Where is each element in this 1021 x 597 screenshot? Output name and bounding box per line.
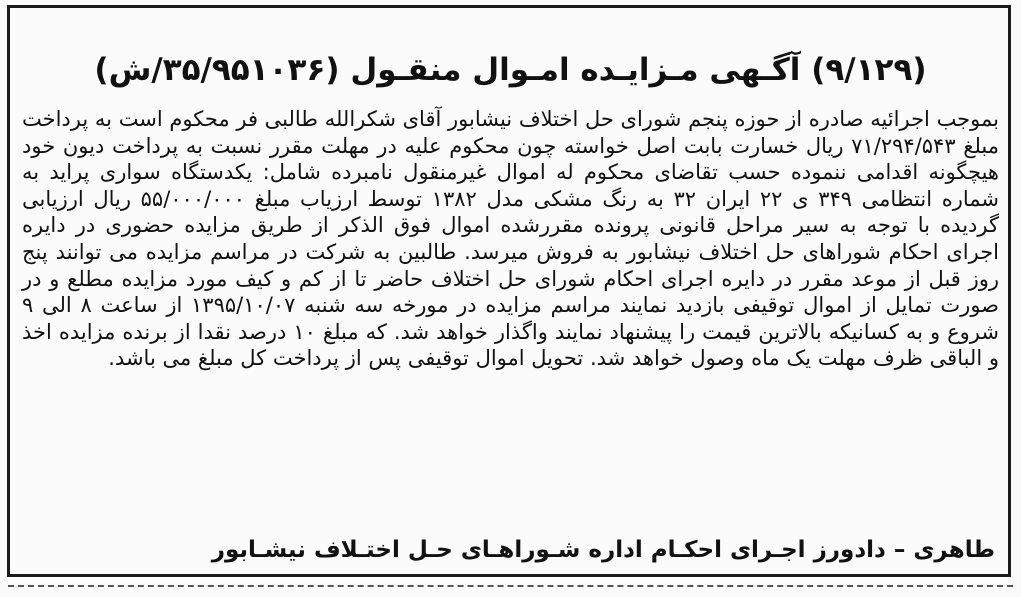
notice-body: بموجب اجرائیه صادره از حوزه پنجم شورای حل اختلاف نیشابور آقای شکرالله طالبی فر محکوم است به پرداخت مبلغ ۷۱/۲۹۴/۵۴۳ ریال خسارت بابت اصل خواسته چون محکوم علیه در مهلت مقرر نسبت به پرداخت دیون خود هیچگونه اقدامی ننموده حسب تقاضای محکوم له اموال غیرمنقول نامبرده شامل: یکدستگاه سواری پراید به شماره انتظامی ۳۴۹ ی ۲۲ ایران ۳۲ به رنگ مشکی مدل ۱۳۸۲ توسط ارزیاب مبلغ ۵۵/۰۰۰/۰۰۰ ریال ارزیابی گردیده با توجه به سیر مراحل قانونی پرونده مقررشده اموال فوق الذکر از طریق مزایده حضوری در دایره اجرای احکام شوراهای حل اختلاف نیشابور به فروش میرسد. طالبین به شرکت در مراسم مزایده می توانند پنج روز قبل از موعد مقرر در دایره اجرای احکام شورای حل اختلاف حاضر تا از کم و کیف مورد مزایده مطلع و در صورت تمایل از اموال توقیفی بازدید نمایند مراسم مزایده در مورخه سه شنبه ۱۳۹۵/۱۰/۰۷ از ساعت ۸ الی ۹ شروع و به کسانیکه بالاترین قیمت را پیشنهاد نمایند واگذار خواهد شد. که مبلغ ۱۰ درصد نقدا از برنده مزایده اخذ و الباقی ظرف مهلت یک ماه وصول خواهد شد. تحویل اموال توقیفی پس از پرداخت کل مبلغ می باشد. <box>22 107 999 371</box>
dashed-divider <box>8 585 1013 587</box>
notice-signature: طاهری – دادورز اجـرای احکـام اداره شـوراهـای حـل اختـلاف نیشـابور <box>211 537 995 563</box>
notice-title: (۹/۱۲۹) آگـهی مـزایـده امـوال منقـول (۳۵/۹۵۱۰۳۶/ش) <box>94 52 927 88</box>
